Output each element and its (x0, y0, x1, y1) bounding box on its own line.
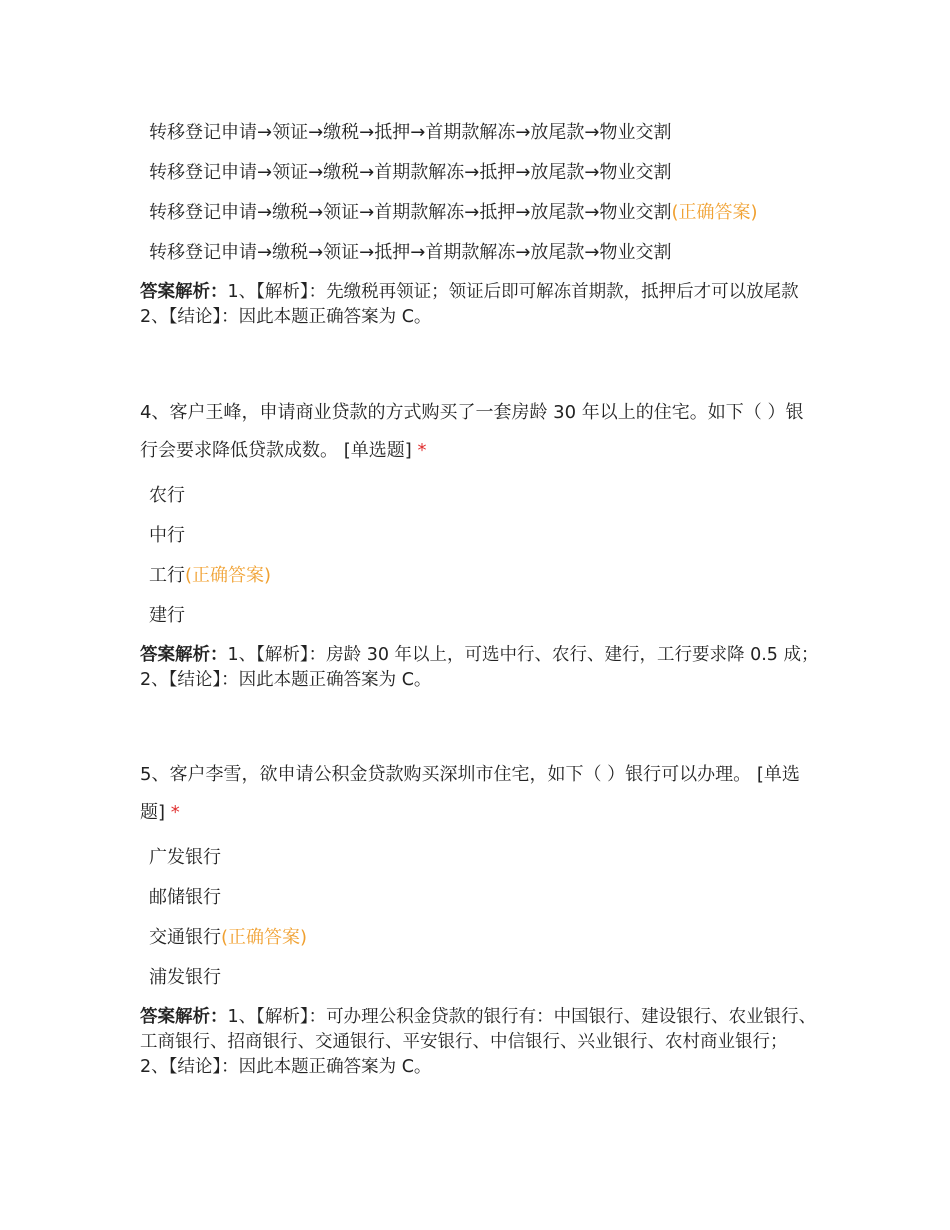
analysis-label: 答案解析： (140, 1007, 228, 1027)
analysis-text: 1、【解析】：先缴税再领证；领证后即可解冻首期款，抵押后才可以放尾款 2、【结论】：因此本题正确答案为 C。 (140, 282, 799, 327)
option-label: 邮储银行 (149, 887, 221, 908)
q4-option-a (140, 481, 820, 521)
option-label: 浦发银行 (149, 967, 221, 988)
option-label: 交通银行 (149, 927, 221, 948)
option-label: 工行 (149, 565, 185, 586)
q5-options (140, 843, 820, 1003)
correct-answer-mark: (正确答案) (185, 565, 272, 586)
required-mark: * (417, 440, 427, 461)
option-label: 广发银行 (149, 847, 221, 868)
q5-option-a (140, 843, 820, 883)
option-label: 转移登记申请→缴税→领证→首期款解冻→抵押→放尾款→物业交割 (149, 202, 672, 223)
correct-answer-mark: (正确答案) (221, 927, 308, 948)
q4-option-c (140, 561, 820, 601)
analysis-text: 1、【解析】：房龄 30 年以上，可选中行、农行、建行，工行要求降 0.5 成； 2、【结论】：因此本题正确答案为 C。 (140, 645, 819, 690)
option-label: 转移登记申请→领证→缴税→抵押→首期款解冻→放尾款→物业交割 (149, 122, 672, 143)
question-text: 4、客户王峰，申请商业贷款的方式购买了一套房龄 30 年以上的住宅。如下（ ）银行会要求降低贷款成数。 [单选题] (140, 402, 804, 461)
q3-option-d (140, 238, 820, 278)
q4-option-d (140, 601, 820, 641)
q3-option-a (140, 118, 820, 158)
q5-question (140, 756, 820, 832)
question-text: 5、客户李雪，欲申请公积金贷款购买深圳市住宅，如下（ ）银行可以办理。 [单选题] (140, 764, 800, 823)
q3-option-c (140, 198, 820, 238)
q5-analysis (140, 1005, 820, 1080)
q4-option-b (140, 521, 820, 561)
analysis-label: 答案解析： (140, 645, 228, 665)
required-mark: * (170, 802, 180, 823)
option-label: 转移登记申请→缴税→领证→抵押→首期款解冻→放尾款→物业交割 (149, 242, 672, 263)
q5-option-b (140, 883, 820, 923)
option-label: 农行 (149, 485, 185, 506)
q4-analysis (140, 643, 820, 693)
document-page (140, 118, 820, 1080)
option-label: 中行 (149, 525, 185, 546)
analysis-text: 1、【解析】：可办理公积金贷款的银行有：中国银行、建设银行、农业银行、工商银行、招商银行、交通银行、平安银行、中信银行、兴业银行、农村商业银行； 2、【结论】：因此本题正确答案为 C。 (140, 1007, 817, 1077)
q3-analysis (140, 280, 820, 330)
q5-option-d (140, 963, 820, 1003)
q3-option-b (140, 158, 820, 198)
correct-answer-mark: (正确答案) (671, 202, 758, 223)
q3-options (140, 118, 820, 278)
q4-options (140, 481, 820, 641)
q4-question (140, 394, 820, 470)
analysis-label: 答案解析： (140, 282, 228, 302)
spacer (140, 693, 820, 756)
option-label: 建行 (149, 605, 185, 626)
spacer (140, 330, 820, 394)
option-label: 转移登记申请→领证→缴税→首期款解冻→抵押→放尾款→物业交割 (149, 162, 672, 183)
q5-option-c (140, 923, 820, 963)
